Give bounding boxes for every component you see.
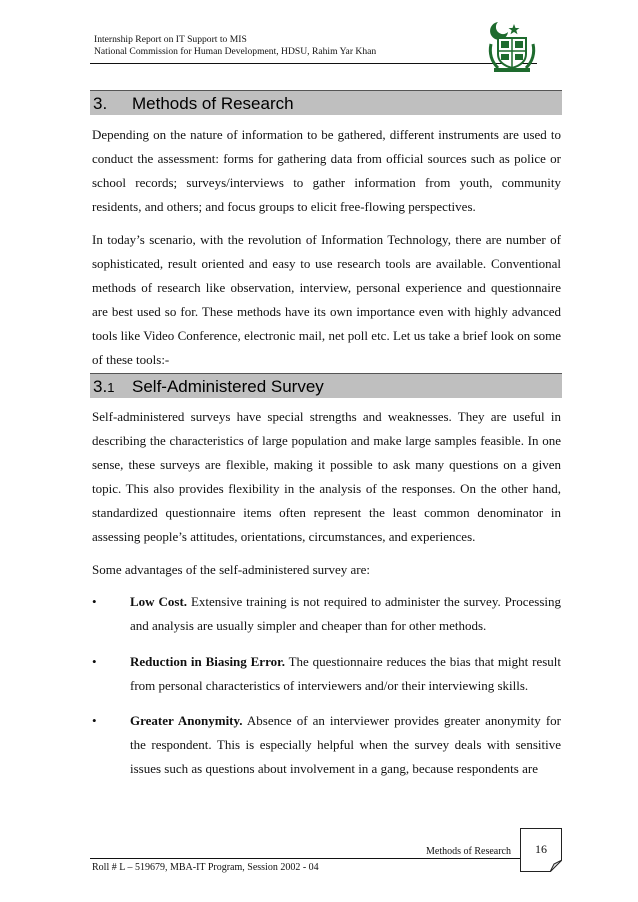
paragraph-instruments: Depending on the nature of information to be gathered, different instruments are used to conduct the assessment: forms for gathering data from official sources such as police or school records; surveys/interviews to gather information from youth, community residents, and others; and focus groups to elicit free-flowing perspectives. [92, 127, 561, 214]
footer-roll-number: Roll # L – 519679, MBA-IT Program, Session 2002 - 04 [92, 862, 319, 873]
list-item-greater-anonymity [130, 709, 561, 781]
paragraph-research-tools: In today’s scenario, with the revolution of Information Technology, there are number of sophisticated, result oriented and easy to use research tools are available. Conventional methods of research like observation, interview, personal experience and questionnaire are best used so for. These methods have its own importance even with highly advanced tools like Video Conference, electronic mail, net poll etc. Let us take a brief look on some of these tools:- [92, 232, 561, 367]
bullet-text: Absence of an interviewer provides greater anonymity for the respondent. This is especially helpful when the survey deals with sensitive issues such as questions about involvement in a gang, because respondents are [130, 713, 561, 776]
header-line-1: Internship Report on IT Support to MIS [94, 34, 247, 45]
pakistan-government-emblem-icon [484, 18, 540, 74]
page-number: 16 [535, 842, 547, 856]
footer-section-name: Methods of Research [426, 846, 511, 857]
subsection-number-sub: 1 [107, 380, 115, 395]
bullet-icon: • [92, 654, 97, 669]
subsection-title: Self-Administered Survey [132, 377, 324, 396]
bullet-term: Greater Anonymity. [130, 713, 243, 728]
section-heading-self-administered-survey [90, 373, 562, 398]
folded-corner-icon [550, 860, 562, 872]
page-number-box [520, 828, 562, 872]
header-line-2: National Commission for Human Development, HDSU, Rahim Yar Khan [94, 46, 377, 57]
list-item-low-cost [130, 590, 561, 638]
bullet-icon: • [92, 594, 97, 609]
paragraph-advantages-intro: Some advantages of the self-administered survey are: [92, 562, 370, 577]
bullet-icon: • [92, 713, 97, 728]
subsection-number [93, 377, 114, 397]
section-title: Methods of Research [132, 94, 294, 113]
header-rule [90, 63, 537, 64]
bullet-text: The questionnaire reduces the bias that might result from personal characteristics of interviewers and/or their interviewing skills. [130, 654, 562, 693]
subsection-number-main: 3. [93, 377, 108, 396]
bullet-text: Extensive training is not required to administer the survey. Processing and analysis are usually simpler and cheaper than for other methods. [130, 594, 561, 633]
paragraph-survey-strengths: Self-administered surveys have special strengths and weaknesses. They are useful in describing the characteristics of large population and make large samples feasible. In one sense, these surveys are flexible, making it possible to ask many questions on a given topic. This also provides flexibility in the analysis of the responses. On the other hand, standardized questionnaire items often represent the least common denominator in assessing people’s attitudes, orientations, circumstances, and experiences. [92, 409, 561, 544]
bullet-term: Low Cost. [130, 594, 188, 609]
bullet-term: Reduction in Biasing Error. [130, 654, 285, 669]
footer-rule [90, 858, 521, 859]
list-item-reduction-in-biasing-error [130, 650, 561, 698]
section-number: 3. [93, 94, 108, 113]
section-heading-methods-of-research [90, 90, 562, 115]
page-header [94, 34, 376, 58]
